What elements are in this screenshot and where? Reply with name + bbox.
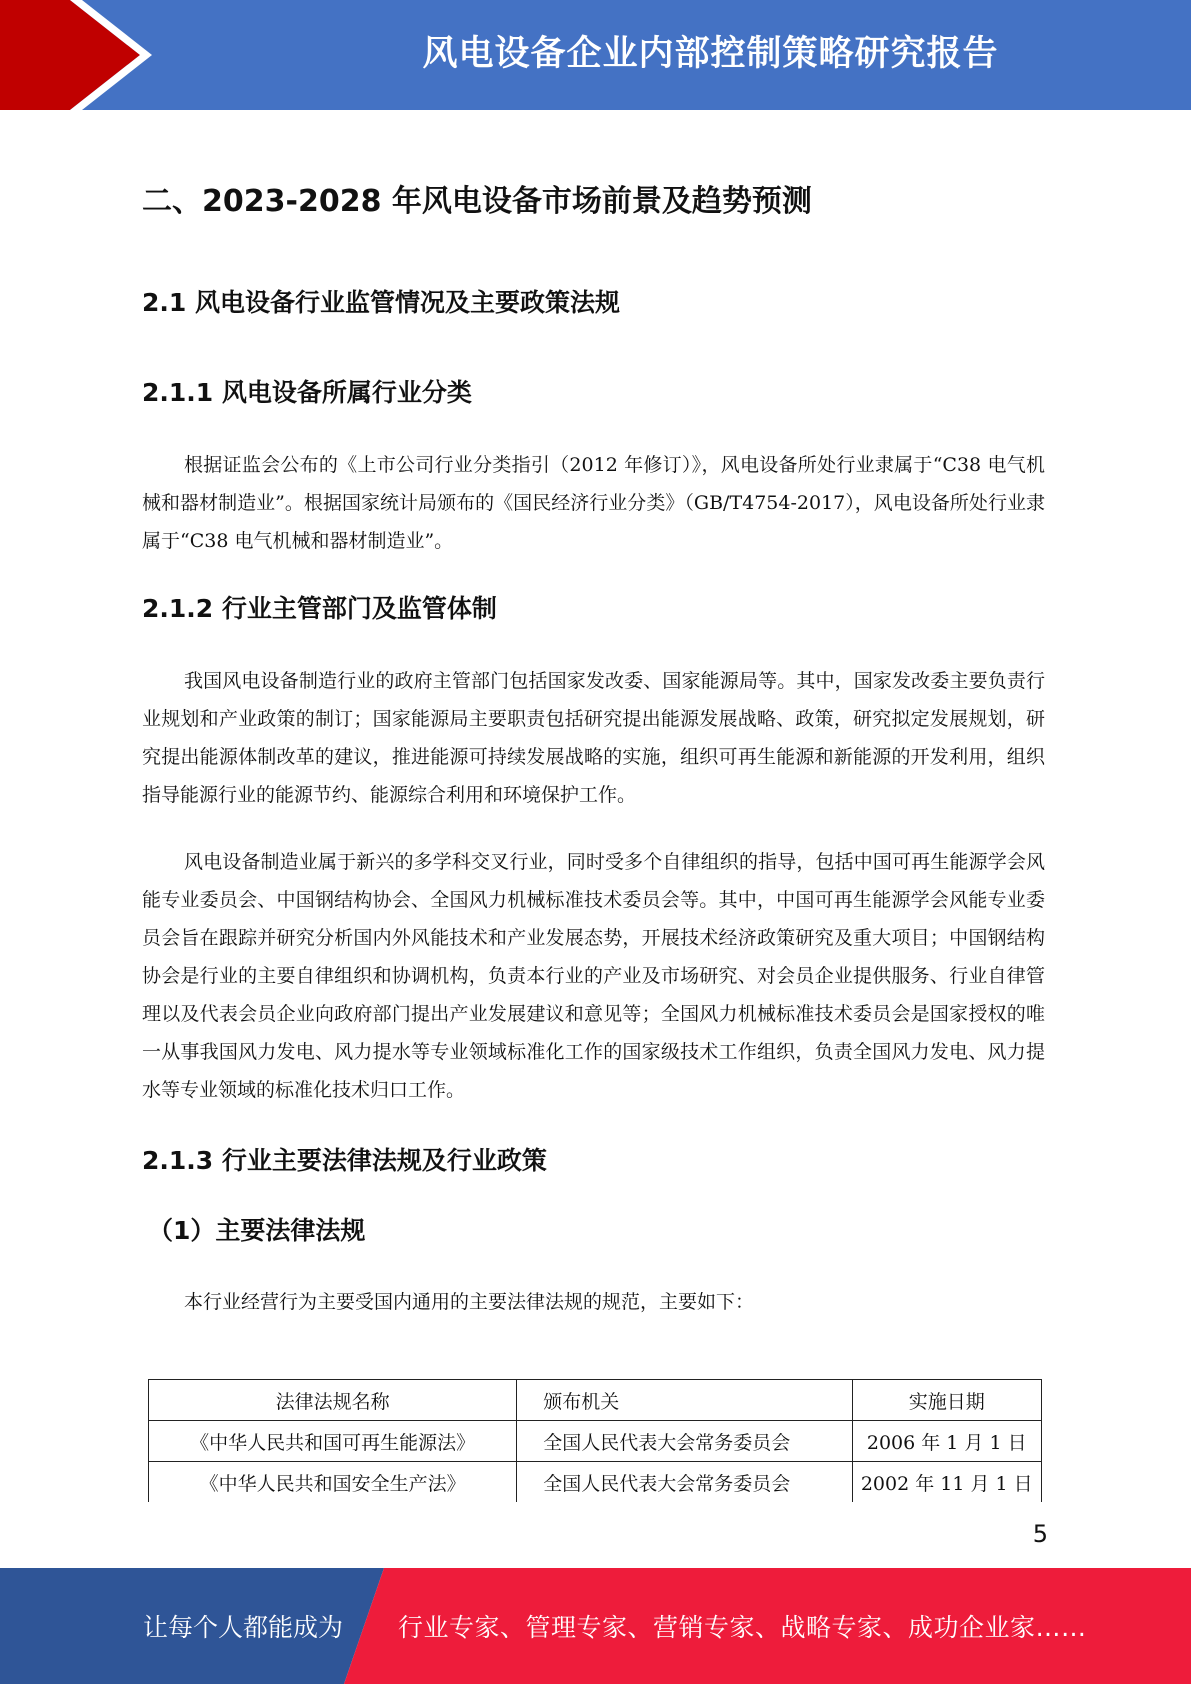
table-cell: 2006 年 1 月 1 日 xyxy=(852,1421,1042,1462)
paragraph-regulators: 我国风电设备制造行业的政府主管部门包括国家发改委、国家能源局等。其中，国家发改委主要负责行业规划和产业政策的制订；国家能源局主要职责包括研究提出能源发展战略、政策，研究拟定发展规划，研究提出能源体制改革的建议，推进能源可持续发展战略的实施，组织可再生能源和新能源的开发利用，组织指导能源行业的能源节约、能源综合利用和环境保护工作。 xyxy=(142,670,1045,806)
table-cell: 2002 年 11 月 1 日 xyxy=(852,1462,1042,1503)
table-row xyxy=(149,1462,1042,1503)
footer-slogan-right: 行业专家、管理专家、营销专家、战略专家、成功企业家…… xyxy=(398,1613,1087,1642)
section-heading: 二、2023-2028 年风电设备市场前景及趋势预测 xyxy=(142,184,812,219)
table-header-cell: 实施日期 xyxy=(852,1380,1042,1421)
report-title: 风电设备企业内部控制策略研究报告 xyxy=(422,34,999,74)
table-cell: 《中华人民共和国可再生能源法》 xyxy=(149,1421,517,1462)
subsection-2-1-3-heading: 2.1.3 行业主要法律法规及行业政策 xyxy=(142,1146,547,1175)
page-header-band xyxy=(0,0,1191,110)
subsection-2-1-1-heading: 2.1.1 风电设备所属行业分类 xyxy=(142,378,472,407)
table-cell: 全国人民代表大会常务委员会 xyxy=(517,1421,852,1462)
table-header-cell: 颁布机关 xyxy=(517,1380,852,1421)
subsection-2-1-heading: 2.1 风电设备行业监管情况及主要政策法规 xyxy=(142,288,620,317)
paragraph-industry-classification: 根据证监会公布的《上市公司行业分类指引（2012 年修订）》，风电设备所处行业隶属于“C38 电气机械和器材制造业”。根据国家统计局颁布的《国民经济行业分类》（GB/T4754-2017），风电设备所处行业隶属于“C38 电气机械和器材制造业”。 xyxy=(142,454,1045,552)
table-cell: 《中华人民共和国安全生产法》 xyxy=(149,1462,517,1503)
page-number: 5 xyxy=(1032,1520,1048,1548)
subsection-2-1-2-heading: 2.1.2 行业主管部门及监管体制 xyxy=(142,594,497,623)
table-cell: 全国人民代表大会常务委员会 xyxy=(517,1462,852,1503)
footer-slogan-left: 让每个人都能成为 xyxy=(143,1613,344,1642)
table-row xyxy=(149,1421,1042,1462)
table-header-cell: 法律法规名称 xyxy=(149,1380,517,1421)
red-chevron-icon xyxy=(0,0,160,110)
table-header-row xyxy=(149,1380,1042,1421)
paragraph-self-regulatory-orgs: 风电设备制造业属于新兴的多学科交叉行业，同时受多个自律组织的指导，包括中国可再生能源学会风能专业委员会、中国钢结构协会、全国风力机械标准技术委员会等。其中，中国可再生能源学会风能专业委员会旨在跟踪并研究分析国内外风能技术和产业发展态势，开展技术经济政策研究及重大项目；中国钢结构协会是行业的主要自律组织和协调机构，负责本行业的产业及市场研究、对会员企业提供服务、行业自律管理以及代表会员企业向政府部门提出产业发展建议和意见等；全国风力机械标准技术委员会是国家授权的唯一从事我国风力发电、风力提水等专业领域标准化工作的国家级技术工作组织，负责全国风力发电、风力提水等专业领域的标准化技术归口工作。 xyxy=(142,851,1045,1101)
laws-subheading: （1）主要法律法规 xyxy=(148,1216,366,1245)
page-footer-band xyxy=(0,1568,1191,1684)
paragraph-laws-intro: 本行业经营行为主要受国内通用的主要法律法规的规范，主要如下： xyxy=(184,1291,755,1313)
laws-table xyxy=(148,1379,1042,1502)
